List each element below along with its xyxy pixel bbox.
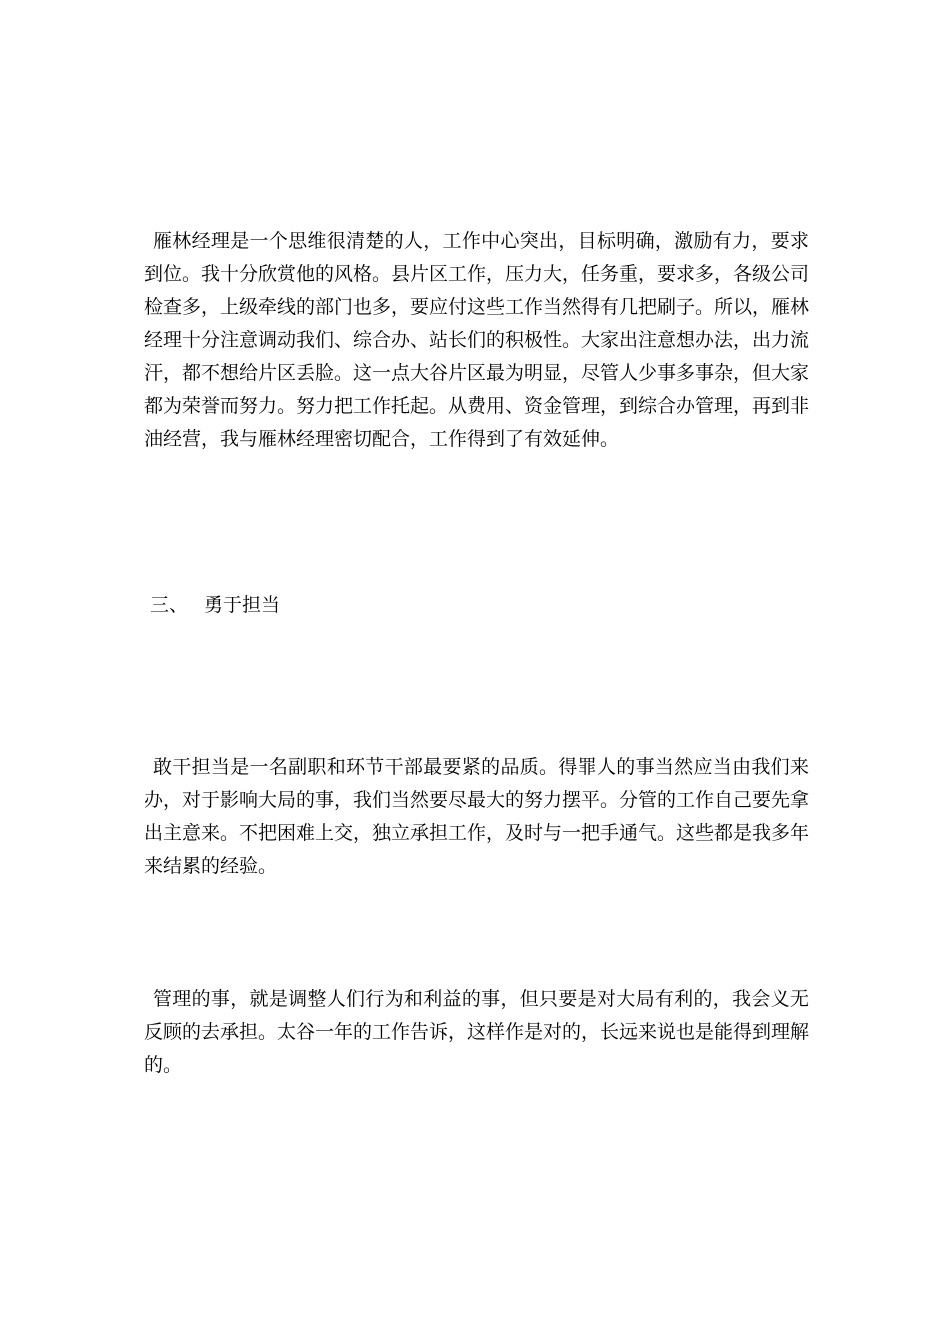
- paragraph-leadership-style: 雁林经理是一个思维很清楚的人，工作中心突出，目标明确，激励有力，要求到位。我十分欣赏他的风格。县片区工作，压力大，任务重，要求多，各级公司检查多，上级牵线的部门也多，要应付这些工作当然得有几把刷子。所以，雁林经理十分注意调动我们、综合办、站长们的积极性。大家出注意想办法，出力流汗，都不想给片区丢脸。这一点大谷片区最为明显，尽管人少事多事杂，但大家都为荣誉而努力。努力把工作托起。从费用、资金管理，到综合办管理，再到非油经营，我与雁林经理密切配合，工作得到了有效延伸。: [144, 230, 810, 450]
- section-heading-title: 勇于担当: [204, 594, 281, 616]
- section-heading-number: 三、: [150, 594, 189, 616]
- paragraph-management: 管理的事，就是调整人们行为和利益的事，但只要是对大局有利的，我会义无反顾的去承担。太谷一年的工作告诉，这样作是对的，长远来说也是能得到理解的。: [144, 988, 810, 1076]
- section-heading: [150, 589, 280, 622]
- paragraph-taking-responsibility: 敢干担当是一名副职和环节干部最要紧的品质。得罪人的事当然应当由我们来办，对于影响大局的事，我们当然要尽最大的努力摆平。分管的工作自己要先拿出主意来。不把困难上交，独立承担工作，及时与一把手通气。这些都是我多年来结累的经验。: [144, 756, 810, 877]
